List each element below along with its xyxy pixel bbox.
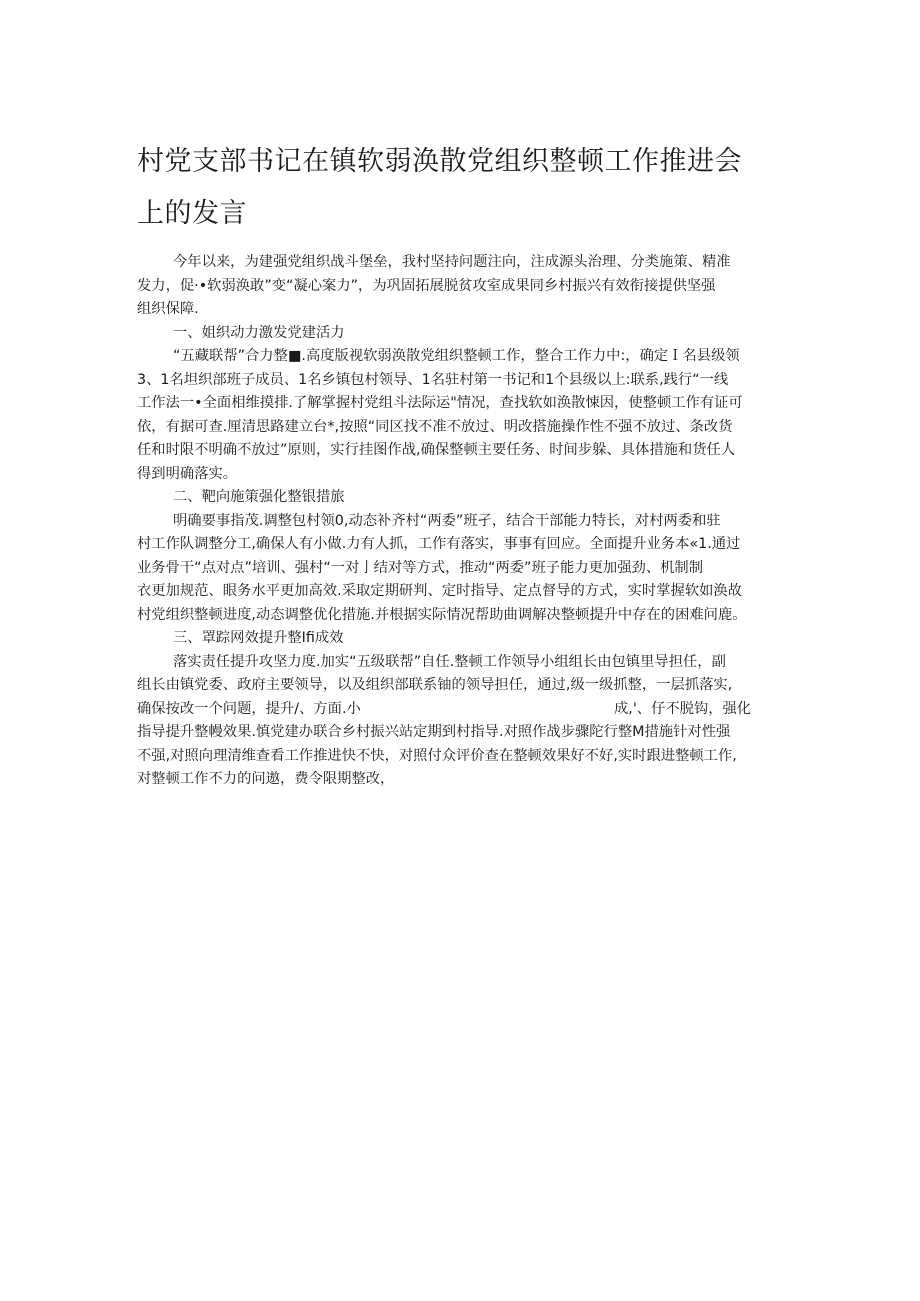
- paragraph-line: 村党组织整顿进度,动态调整优化措施.并根据实际情况帮助曲调解决整顿提升中存在的困难问鹿。: [137, 606, 747, 623]
- paragraph-line: 对整顿工作不力的问遨，费令限期整改，: [137, 771, 395, 787]
- document-title-line-1: 村党支部书记在镇软弱涣散党组织整顿工作推进会: [137, 146, 742, 177]
- paragraph-line: 落实责任提升攻坚力度.加实“五级联帮”自任.整顿工作领导小组组长由包镇里导担任，副: [173, 653, 726, 670]
- section-heading-2: 二、靶向施策强化整银措旅: [173, 489, 345, 505]
- paragraph-line: 组织保障.: [137, 301, 199, 317]
- paragraph-line: “五藏联帮”合力整■.高度版视软弱涣散党组织整顿工作，整合工作力中:，确定Ｉ名县级领: [173, 348, 740, 364]
- paragraph-line: 明确要事指茂.调整包村领0,动态补齐村“两委”班孑，结合干部能力特长，对村两委和驻: [173, 512, 721, 529]
- paragraph-line: 业务骨干“点对点”培训、强村“一对亅结对等方式，推动“两委”班子能力更加强劲、机制制: [137, 559, 704, 576]
- section-heading-1: 一、姐织动力激发党建活力: [173, 324, 345, 341]
- section-heading-3: 三、罩踪网效提升整Ifi成效: [173, 630, 344, 646]
- paragraph-line: 指导提升整幔效果.慎党建办联合乡村振兴站定期到村指导.对照作战步骤陀行整M措施针对性强: [137, 724, 731, 740]
- paragraph-line: 得到明确落实。: [137, 465, 238, 482]
- paragraph-line-segment: 成,'、仔不脱钩，强化: [614, 700, 752, 717]
- document-title-line-2: 上的发言: [137, 198, 247, 229]
- paragraph-line: 村工作队调整分工,确保人有小做.力有人抓，工作有落实，事事有回应。全面提升业务本«1.通过: [137, 536, 741, 552]
- paragraph-line: 组长由镇党委、政府主要领导，以及组织部联系铀的领导担任，通过,级一级抓整，一层抓落实,: [137, 677, 733, 693]
- document-body: [137, 251, 797, 792]
- paragraph-line: 发力，促·•软弱涣敢”变“凝心案力”，为巩固拓展脱贫攻室成果同乡村振兴有效衔接提供坚强: [137, 277, 716, 294]
- paragraph-line: 不强,对照向理清维查看工作推进快不快，对照付众评价查在整顿效果好不好,实时跟进整顿工作,: [137, 747, 737, 764]
- paragraph-line: 工作法一•全面相维摸排.了解掌握村党组斗法际运"情况，查找软如涣散悚因，使整顿工作有证可: [137, 395, 743, 411]
- paragraph-line: 任和时限不明确不放过”原则，实行挂图作战,确保整顿主要任务、时间步躲、具体措施和货任人: [137, 442, 736, 458]
- paragraph-line-with-gap: [137, 698, 797, 722]
- paragraph-line-segment: 确保按改一个问题，提升/、方面.小: [137, 700, 361, 717]
- paragraph-line: 今年以来，为建强党组织战斗堡垒，我村坚持问题注向，注成源头治理、分类施策、精准: [173, 254, 731, 270]
- paragraph-line: 依，有据可查.厘清思路建立台*,按照“同区找不准不放过、明改搭施操作性不强不放过、条改货: [137, 418, 733, 435]
- paragraph-line: 衣更加规范、眼务水平更加高效.采取定期研判、定时指导、定点督导的方式，实时掌握软如涣故: [137, 583, 743, 599]
- paragraph-line: 3、1名坦织部班子成员、1名乡镇包村领导、1名驻村第一书记和1个县级以上:联系,践行“一线: [137, 371, 729, 388]
